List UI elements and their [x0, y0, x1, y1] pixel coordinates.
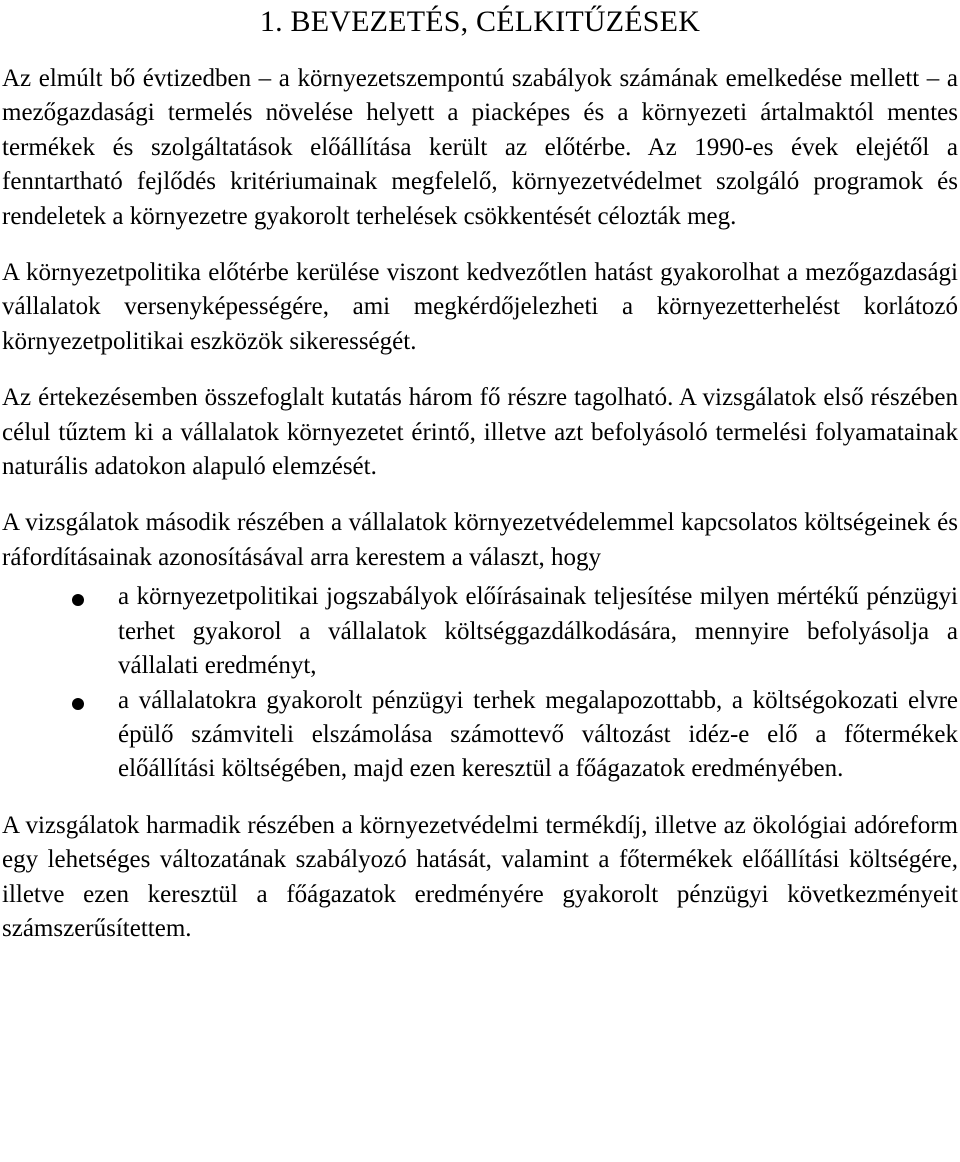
paragraph-second-part: A vizsgálatok második részében a vállalatok környezetvédelemmel kapcsolatos költségeinek és ráfordításainak azonosításával arra kerestem a választ, hogy	[2, 509, 958, 571]
page-title: 1. BEVEZETÉS, CÉLKITŰZÉSEK	[259, 5, 701, 38]
bullet-icon	[72, 698, 84, 710]
research-questions-list	[2, 580, 958, 786]
paragraph-environmental-policy: A környezetpolitika előtérbe kerülése viszont kedvezőtlen hatást gyakorolhat a mezőgazdasági vállalatok versenyképességére, ami megkérdőjelezheti a környezetterhelést korlátozó környezetpolitikai eszközök sikerességét.	[2, 259, 958, 355]
list-item	[2, 580, 958, 683]
list-item-text: a környezetpolitikai jogszabályok előírásainak teljesítése milyen mértékű pénzügyi terhet gyakorol a vállalatok költséggazdálkodására, mennyire befolyásolja a vállalati eredményt,	[118, 583, 958, 680]
paragraph-intro: Az elmúlt bő évtizedben – a környezetszempontú szabályok számának emelkedése mellett – a mezőgazdasági termelés növelése helyett a piacképes és a környezeti ártalmaktól mentes termékek és szolgáltatások előállítása került az előtérbe. Az 1990-es évek elejétől a fenntartható fejlődés kritériumainak megfelelő, környezetvédelmet szolgáló programok és rendeletek a környezetre gyakorolt terhelések csökkentését célozták meg.	[2, 65, 958, 230]
bullet-icon	[72, 594, 84, 606]
paragraph-third-part: A vizsgálatok harmadik részében a környezetvédelmi termékdíj, illetve az ökológiai adóreform egy lehetséges változatának szabályozó hatását, valamint a főtermékek előállítási költségére, illetve ezen keresztül a főágazatok eredményére gyakorolt pénzügyi következményeit számszerűsítettem.	[2, 811, 958, 942]
list-item	[2, 684, 958, 787]
list-item-text: a vállalatokra gyakorolt pénzügyi terhek megalapozottabb, a költségokozati elvre épülő számviteli elszámolása számottevő változást idéz-e elő a főtermékek előállítási költségében, majd ezen keresztül a főágazatok eredményében.	[118, 686, 958, 783]
paragraph-research-structure: Az értekezésemben összefoglalt kutatás három fő részre tagolható. A vizsgálatok első részében célul tűztem ki a vállalatok környezetet érintő, illetve azt befolyásoló termelési folyamatainak naturális adatokon alapuló elemzését.	[2, 384, 958, 481]
